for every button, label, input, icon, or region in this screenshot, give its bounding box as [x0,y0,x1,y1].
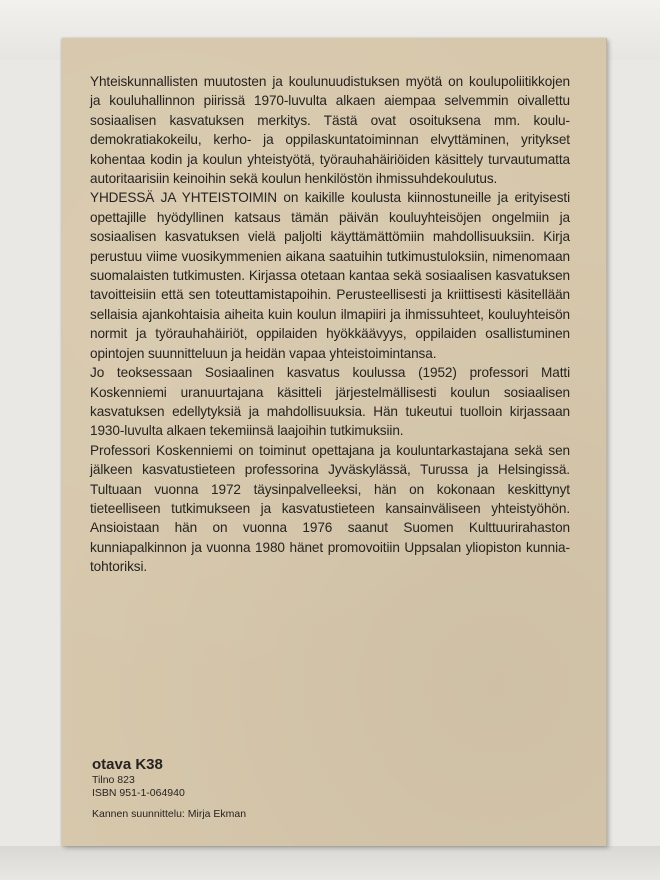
blurb-paragraph-4: Professori Koskenniemi on toiminut opettajana ja kouluntarkastajana sekä sen jälkeen kasvatustieteen professorina Jyväskylässä, Turussa ja Helsingissä. Tultuaan vuonna 1972 täysinpalvelleeksi, hän on kokonaan keskittynyt tieteelliseen tutkimukseen ja kasvatustieteen kansainväliseen yhteistyöhön. Ansioistaan hän on vuonna 1976 saanut Suomen Kulttuurirahaston kunniapalkinnon ja vuonna 1980 hänet promovoitiin Uppsalan yliopiston kunniatohtoriksi. [90,442,570,575]
publisher-series: otava K38 [92,756,163,773]
blurb-paragraph-2: YHDESSÄ JA YHTEISTOIMIN on kaikille koulusta kiinnostuneille ja erityisesti opettajille hyödyllinen katsaus tämän päivän kouluyhteisöjen ongelmiin ja sosiaalisen kasvatuksen vielä paljolti käyttämättömiin mahdollisuuksiin. Kirja perustuu viime vuosikymmenien aikana saatuihin tutkimustuloksiin, nimenomaan suomalaisten tutkimusten. Kirjassa otetaan kantaa sekä sosiaalisen kasvatuksen tavoitteisiin että sen toteuttamistapoihin. Perusteellisesti ja kriittisesti käsitellään sellaisia ajankohtaisia aiheita kuin koulun ilmapiiri ja ihmissuhteet, kouluyhteisön normit ja työrauhahäiriöt, oppilaiden hyökkäävyys, oppilaiden osallistuminen opintojen suunnitteluun ja heidän vapaa yhteistoimintansa. [90,190,570,361]
book-back-cover [62,38,607,846]
cover-designer: Kannen suunnittelu: Mirja Ekman [92,808,247,820]
blurb-paragraph-1: Yhteiskunnallisten muutosten ja koulunuudistuksen myötä on koulupoliitikkojen ja kouluhallinnon piirissä 1970-luvulta alkaen aiempaa selvemmin oivallettu sosiaalisen kasvatuksen merkitys. Tästä ovat osoituksena mm. kouludemokratiakokeilu, kerho- ja oppilaskuntatoiminnan elvyttäminen, yritykset kohentaa kodin ja koulun yhteistyötä, työrauhahäiriöiden käsittely turvautumatta autoritaarisiin keinoihin sekä koulun henkilöstön ihmissuhdekoulutus. [90,74,570,187]
order-number: Tilno 823 [92,774,135,786]
isbn-number: ISBN 951-1-064940 [92,787,185,799]
blurb-paragraph-3: Jo teoksessaan Sosiaalinen kasvatus koulussa (1952) professori Matti Koskenniemi uranuurtajana käsitteli järjestelmällisesti koulun sosiaalisen kasvatuksen edellytyksiä ja mahdollisuuksia. Hän tukeutui tuolloin kirjassaan 1930-luvulta alkaen tekemiinsä laajoihin tutkimuksiin. [90,365,570,439]
photo-backdrop-bottom [0,846,660,880]
publisher-info [92,756,246,821]
blurb-text [90,72,570,577]
